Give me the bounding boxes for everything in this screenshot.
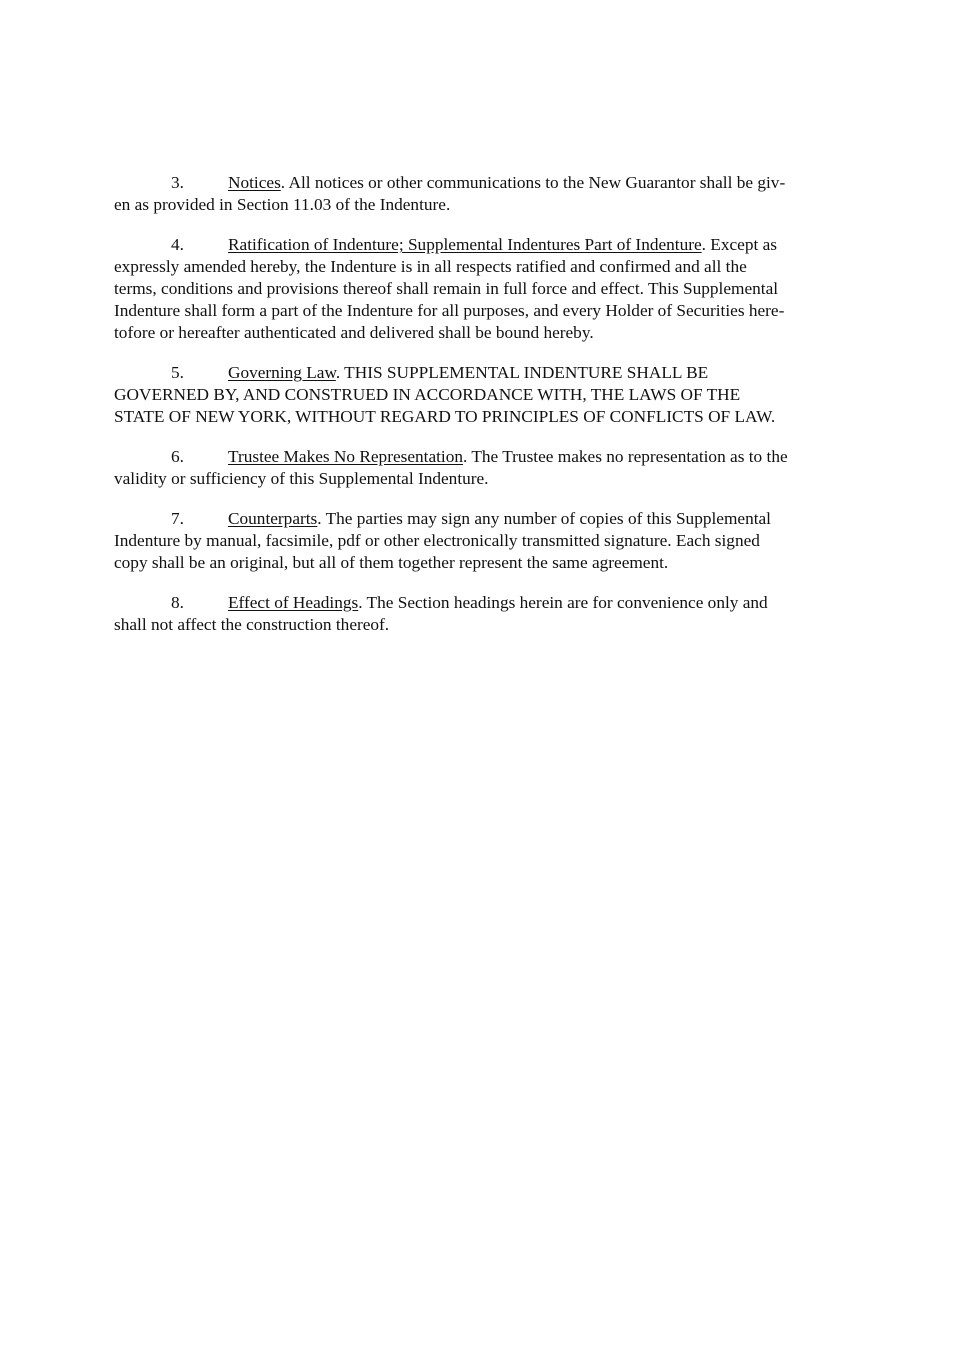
section-number: 8.: [171, 593, 184, 612]
section-text-line: . The parties may sign any number of copies of this Supplemental: [317, 509, 771, 528]
section-text-line: . The Trustee makes no representation as to the: [463, 447, 788, 466]
section-heading: Effect of Headings: [228, 593, 359, 612]
section-5: [114, 362, 852, 428]
section-heading: Governing Law: [228, 363, 336, 382]
section-heading: Trustee Makes No Representation: [228, 447, 464, 466]
section-text-line: . The Section headings herein are for convenience only and: [358, 593, 768, 612]
section-text-line: GOVERNED BY, AND CONSTRUED IN ACCORDANCE WITH, THE LAWS OF THE: [114, 385, 741, 404]
section-text-line: Indenture by manual, facsimile, pdf or other electronically transmitted signature. Each signed: [114, 531, 760, 550]
section-number: 3.: [171, 173, 184, 192]
section-text-line: copy shall be an original, but all of them together represent the same agreement.: [114, 553, 669, 572]
section-3: [114, 172, 852, 216]
section-7: [114, 508, 852, 574]
section-text-line: . All notices or other communications to the New Guarantor shall be giv-: [280, 173, 786, 192]
section-number: 7.: [171, 509, 184, 528]
section-number: 4.: [171, 235, 184, 254]
section-text-line: Indenture shall form a part of the Indenture for all purposes, and every Holder of Securities here-: [114, 301, 785, 320]
section-text-line: expressly amended hereby, the Indenture is in all respects ratified and confirmed and all the: [114, 257, 747, 276]
section-text-line: . Except as: [701, 235, 777, 254]
document-body: [114, 172, 852, 654]
section-heading: Counterparts: [228, 509, 318, 528]
section-text-line: . THIS SUPPLEMENTAL INDENTURE SHALL BE: [335, 363, 709, 382]
section-text-line: shall not affect the construction thereof.: [114, 615, 390, 634]
section-8: [114, 592, 852, 636]
section-text-line: en as provided in Section 11.03 of the Indenture.: [114, 195, 451, 214]
section-text-line: STATE OF NEW YORK, WITHOUT REGARD TO PRINCIPLES OF CONFLICTS OF LAW.: [114, 407, 776, 426]
section-number: 6.: [171, 447, 184, 466]
section-4: [114, 234, 852, 344]
section-text-line: validity or sufficiency of this Supplemental Indenture.: [114, 469, 489, 488]
section-number: 5.: [171, 363, 184, 382]
section-6: [114, 446, 852, 490]
section-text-line: terms, conditions and provisions thereof shall remain in full force and effect. This Supplemental: [114, 279, 779, 298]
section-text-line: tofore or hereafter authenticated and delivered shall be bound hereby.: [114, 323, 594, 342]
section-heading: Ratification of Indenture; Supplemental Indentures Part of Indenture: [228, 235, 702, 254]
section-heading: Notices: [228, 173, 281, 192]
